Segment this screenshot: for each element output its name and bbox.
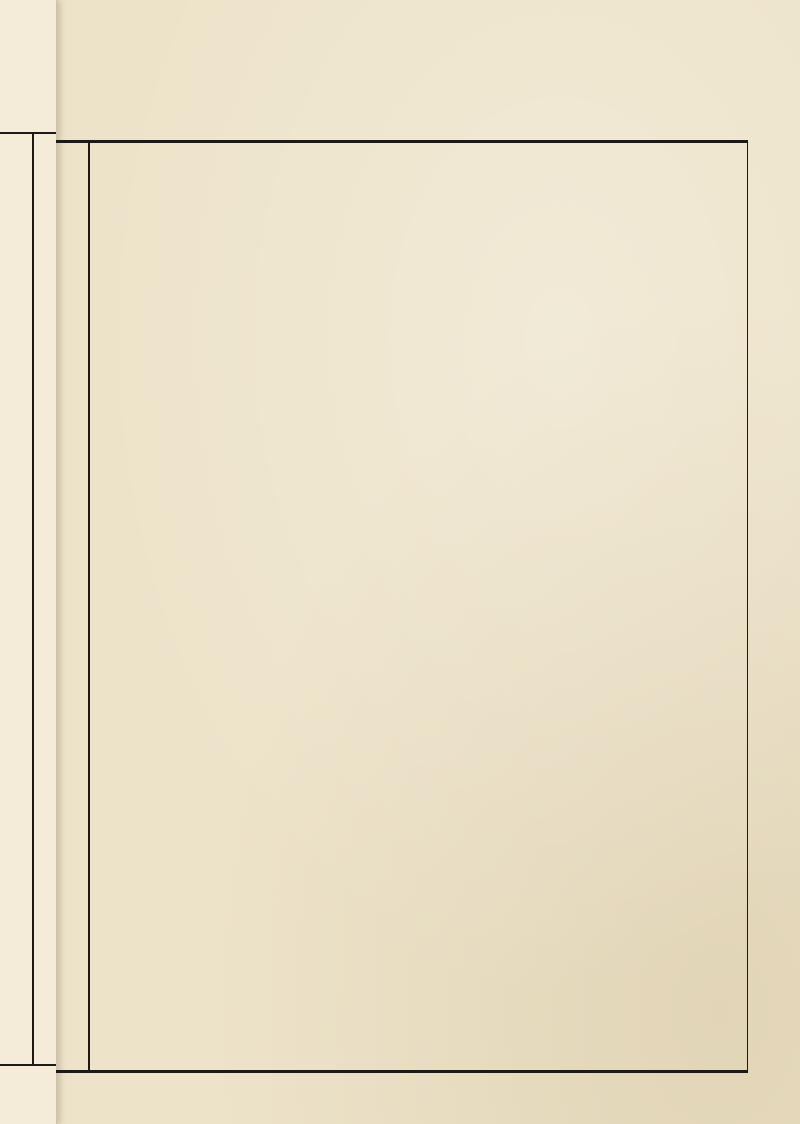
release-table — [56, 140, 748, 1072]
left-page-table — [0, 132, 56, 1066]
heading-left-fragment — [0, 82, 56, 128]
left-page-edge — [0, 0, 57, 1124]
